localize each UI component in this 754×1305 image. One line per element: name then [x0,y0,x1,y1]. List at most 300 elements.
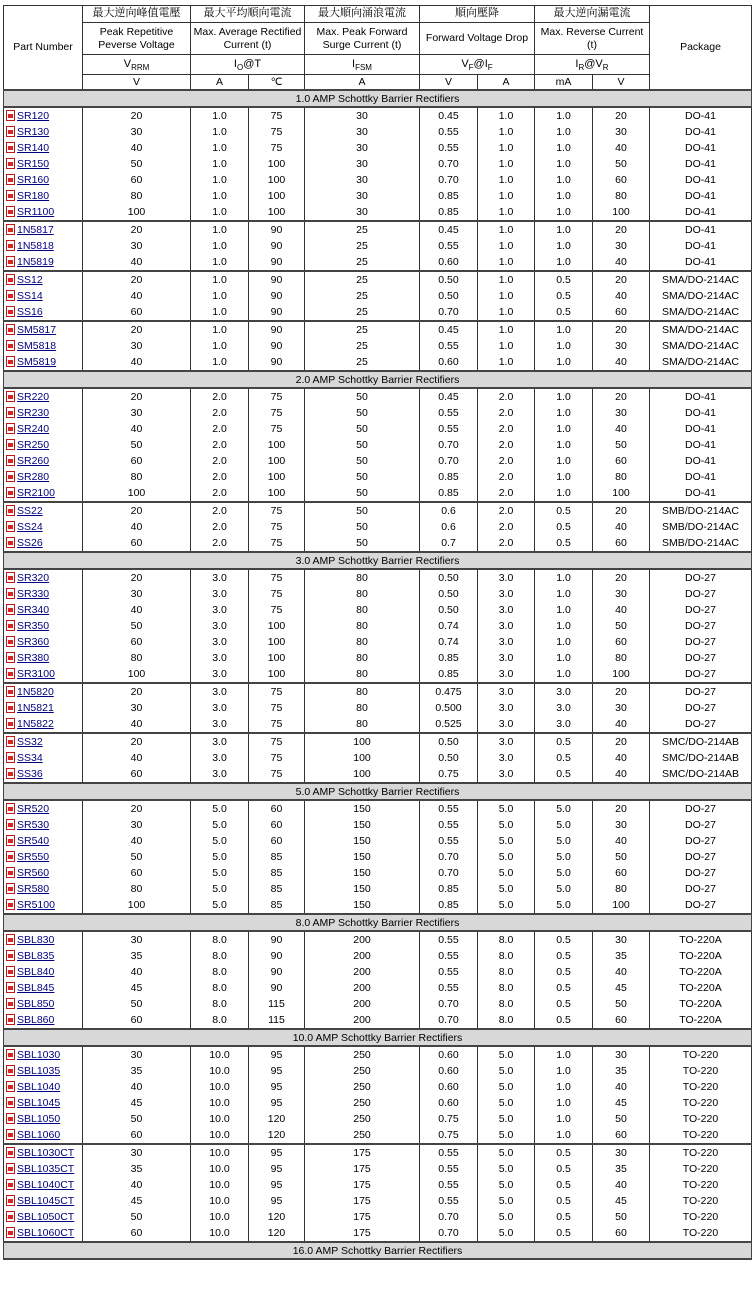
spec-cell: 1.0 [535,1111,593,1127]
spec-cell: 50 [83,849,191,865]
pdf-icon[interactable] [6,174,15,185]
part-datasheet-link[interactable]: SBL840 [17,966,55,978]
spec-cell: 100 [249,188,305,204]
pdf-icon[interactable] [6,668,15,679]
spec-cell: 0.55 [420,980,478,996]
spec-cell: 60 [593,865,650,881]
spec-cell: 1.0 [535,254,593,271]
part-number-cell [4,1046,83,1063]
part-datasheet-link[interactable]: SR160 [17,174,50,186]
spec-cell: 50 [83,996,191,1012]
pdf-icon[interactable] [6,324,15,335]
spec-cell: 1.0 [535,354,593,371]
spec-cell: 75 [249,388,305,405]
part-number-cell [4,716,83,733]
pdf-icon[interactable] [6,1049,15,1060]
part-datasheet-link[interactable]: SS16 [17,306,43,318]
spec-cell: 3.0 [478,750,535,766]
part-number-cell [4,107,83,124]
spec-cell: 30 [593,817,650,833]
part-datasheet-link[interactable]: SR120 [17,110,50,122]
pdf-icon[interactable] [6,521,15,532]
table-row [4,437,752,453]
spec-cell: 1.0 [535,156,593,172]
spec-cell: TO-220A [650,996,752,1012]
pdf-icon[interactable] [6,1211,15,1222]
spec-cell: 0.5 [535,1012,593,1029]
spec-cell: 5.0 [191,881,249,897]
spec-cell: 30 [83,817,191,833]
section-title: 1.0 AMP Schottky Barrier Rectifiers [4,90,752,107]
spec-cell: 3.0 [478,666,535,683]
pdf-icon[interactable] [6,439,15,450]
ir-symbol: $I_R@V_R$ [535,55,650,75]
spec-cell: 90 [249,254,305,271]
part-datasheet-link[interactable]: SM5817 [17,324,57,336]
spec-cell: 100 [249,634,305,650]
spec-cell: 0.50 [420,288,478,304]
part-datasheet-link[interactable]: SR530 [17,819,50,831]
spec-cell: 0.55 [420,931,478,948]
unit-cell: A [478,75,535,91]
pdf-icon[interactable] [6,1113,15,1124]
pdf-icon[interactable] [6,620,15,631]
pdf-icon[interactable] [6,851,15,862]
part-datasheet-link[interactable]: 1N5817 [17,224,54,236]
pdf-icon[interactable] [6,752,15,763]
pdf-icon[interactable] [6,1065,15,1076]
spec-cell: DO-27 [650,618,752,634]
part-datasheet-link[interactable]: SBL1060 [17,1129,61,1141]
spec-cell: 100 [249,469,305,485]
pdf-icon[interactable] [6,736,15,747]
spec-cell: 0.5 [535,271,593,288]
part-datasheet-link[interactable]: SBL1050CT [17,1211,75,1223]
spec-cell: 0.50 [420,733,478,750]
table-row [4,288,752,304]
spec-cell: 30 [83,931,191,948]
spec-cell: DO-41 [650,204,752,221]
spec-cell: 100 [249,172,305,188]
part-datasheet-link[interactable]: SR350 [17,620,50,632]
spec-cell: 1.0 [478,156,535,172]
spec-cell: 80 [83,650,191,666]
spec-cell: SMB/DO-214AC [650,535,752,552]
pdf-icon[interactable] [6,110,15,121]
part-datasheet-link[interactable]: SM5819 [17,356,57,368]
part-datasheet-link[interactable]: 1N5819 [17,256,54,268]
part-number-cell [4,204,83,221]
spec-cell: 100 [83,897,191,914]
spec-cell: 5.0 [478,1079,535,1095]
part-number-cell [4,124,83,140]
spec-cell: 5.0 [478,849,535,865]
spec-cell: 0.85 [420,469,478,485]
spec-cell: 75 [249,766,305,783]
pdf-icon[interactable] [6,505,15,516]
spec-cell: 0.60 [420,254,478,271]
spec-cell: 1.0 [191,107,249,124]
spec-cell: TO-220 [650,1095,752,1111]
spec-cell: 0.5 [535,931,593,948]
pdf-icon[interactable] [6,1179,15,1190]
pdf-icon[interactable] [6,1195,15,1206]
part-number-cell [4,519,83,535]
spec-cell: 0.5 [535,304,593,321]
part-datasheet-link[interactable]: SR230 [17,407,50,419]
pdf-icon[interactable] [6,702,15,713]
spec-cell: 60 [83,172,191,188]
spec-cell: 30 [83,405,191,421]
part-datasheet-link[interactable]: SR1100 [17,206,55,218]
spec-cell: DO-41 [650,107,752,124]
pdf-icon[interactable] [6,899,15,910]
spec-cell: 20 [83,502,191,519]
pdf-icon[interactable] [6,306,15,317]
part-number-cell [4,1012,83,1029]
spec-cell: 5.0 [535,849,593,865]
spec-cell: 80 [305,618,420,634]
pdf-icon[interactable] [6,126,15,137]
pdf-icon[interactable] [6,966,15,977]
part-datasheet-link[interactable]: SR330 [17,588,50,600]
pdf-icon[interactable] [6,867,15,878]
spec-cell: 1.0 [478,124,535,140]
unit-cell: A [191,75,249,91]
spec-cell: TO-220A [650,1012,752,1029]
part-datasheet-link[interactable]: 1N5821 [17,702,54,714]
spec-cell: 80 [305,569,420,586]
pdf-icon[interactable] [6,768,15,779]
spec-cell: 250 [305,1046,420,1063]
pdf-icon[interactable] [6,256,15,267]
spec-cell: 30 [305,156,420,172]
spec-cell: TO-220 [650,1144,752,1161]
spec-cell: 250 [305,1095,420,1111]
part-datasheet-link[interactable]: SR5100 [17,899,55,911]
part-datasheet-link[interactable]: SBL1030CT [17,1147,75,1159]
spec-cell: 5.0 [535,865,593,881]
section-header [4,1029,752,1046]
part-group [4,683,752,733]
spec-cell: 2.0 [478,469,535,485]
spec-cell: 2.0 [191,453,249,469]
pdf-icon[interactable] [6,407,15,418]
part-datasheet-link[interactable]: SBL850 [17,998,55,1010]
spec-cell: 50 [83,156,191,172]
part-datasheet-link[interactable]: SBL845 [17,982,55,994]
spec-cell: 1.0 [535,221,593,238]
spec-cell: 75 [249,700,305,716]
pdf-icon[interactable] [6,803,15,814]
spec-cell: 0.55 [420,338,478,354]
spec-cell: 40 [593,602,650,618]
pdf-icon[interactable] [6,835,15,846]
vrrm-cn-header: 最大逆向峰值電壓 [83,6,191,23]
pdf-icon[interactable] [6,588,15,599]
spec-cell: 3.0 [191,618,249,634]
spec-cell: TO-220A [650,980,752,996]
pdf-icon[interactable] [6,340,15,351]
pdf-icon[interactable] [6,604,15,615]
spec-cell: 50 [593,849,650,865]
spec-cell: 3.0 [191,586,249,602]
pdf-icon[interactable] [6,142,15,153]
spec-cell: 0.45 [420,321,478,338]
spec-cell: 40 [593,964,650,980]
spec-cell: DO-41 [650,437,752,453]
spec-cell: 3.0 [191,750,249,766]
part-group [4,800,752,914]
part-datasheet-link[interactable]: SBL1045CT [17,1195,75,1207]
spec-cell: 60 [249,800,305,817]
spec-cell: 0.5 [535,1177,593,1193]
table-row [4,1063,752,1079]
table-row [4,421,752,437]
spec-cell: 40 [593,421,650,437]
pdf-icon[interactable] [6,1147,15,1158]
spec-cell: 0.85 [420,881,478,897]
spec-cell: 0.5 [535,535,593,552]
table-row [4,1193,752,1209]
spec-cell: 95 [249,1177,305,1193]
part-number-header: Part Number [4,6,83,91]
part-datasheet-link[interactable]: SS26 [17,537,43,549]
part-datasheet-link[interactable]: 1N5818 [17,240,54,252]
part-datasheet-link[interactable]: SR280 [17,471,50,483]
spec-cell: 150 [305,897,420,914]
pdf-icon[interactable] [6,274,15,285]
part-datasheet-link[interactable]: SR580 [17,883,50,895]
pdf-icon[interactable] [6,819,15,830]
rectifier-spec-table [3,5,752,1260]
part-datasheet-link[interactable]: SR380 [17,652,50,664]
part-datasheet-link[interactable]: SR260 [17,455,50,467]
spec-cell: 0.5 [535,766,593,783]
pdf-icon[interactable] [6,487,15,498]
pdf-icon[interactable] [6,423,15,434]
part-datasheet-link[interactable]: SR250 [17,439,50,451]
part-datasheet-link[interactable]: SM5818 [17,340,57,352]
spec-cell: DO-41 [650,238,752,254]
pdf-icon[interactable] [6,190,15,201]
spec-cell: 50 [305,388,420,405]
spec-cell: DO-41 [650,221,752,238]
spec-cell: 20 [83,221,191,238]
spec-cell: SMA/DO-214AC [650,321,752,338]
part-datasheet-link[interactable]: SBL1030 [17,1049,61,1061]
part-datasheet-link[interactable]: SBL1050 [17,1113,61,1125]
part-datasheet-link[interactable]: SBL1035CT [17,1163,75,1175]
spec-cell: 1.0 [478,271,535,288]
part-datasheet-link[interactable]: SR340 [17,604,50,616]
pdf-icon[interactable] [6,950,15,961]
spec-cell: 20 [593,107,650,124]
pdf-icon[interactable] [6,572,15,583]
part-datasheet-link[interactable]: SS24 [17,521,43,533]
spec-cell: DO-27 [650,700,752,716]
pdf-icon[interactable] [6,206,15,217]
spec-cell: 250 [305,1111,420,1127]
pdf-icon[interactable] [6,537,15,548]
table-row [4,1046,752,1063]
pdf-icon[interactable] [6,1163,15,1174]
pdf-icon[interactable] [6,1129,15,1140]
spec-cell: 80 [83,188,191,204]
spec-cell: 1.0 [478,321,535,338]
part-datasheet-link[interactable]: SR2100 [17,487,55,499]
part-datasheet-link[interactable]: SR3100 [17,668,55,680]
part-datasheet-link[interactable]: SBL1035 [17,1065,61,1077]
part-datasheet-link[interactable]: SR360 [17,636,50,648]
spec-cell: DO-41 [650,254,752,271]
spec-cell: 0.5 [535,288,593,304]
spec-cell: 250 [305,1127,420,1144]
spec-cell: 80 [593,188,650,204]
table-row [4,931,752,948]
pdf-icon[interactable] [6,158,15,169]
pdf-icon[interactable] [6,718,15,729]
pdf-icon[interactable] [6,686,15,697]
spec-cell: 80 [305,602,420,618]
part-number-cell [4,1225,83,1242]
spec-cell: 0.55 [420,800,478,817]
part-group [4,271,752,321]
spec-cell: 50 [305,502,420,519]
part-datasheet-link[interactable]: SS14 [17,290,43,302]
spec-cell: 0.50 [420,602,478,618]
pdf-icon[interactable] [6,240,15,251]
spec-cell: 95 [249,1144,305,1161]
part-number-cell [4,304,83,321]
spec-cell: 40 [83,833,191,849]
pdf-icon[interactable] [6,391,15,402]
table-row [4,996,752,1012]
pdf-icon[interactable] [6,1227,15,1238]
spec-cell: 2.0 [191,502,249,519]
part-datasheet-link[interactable]: SBL1040CT [17,1179,75,1191]
part-datasheet-link[interactable]: SBL1060CT [17,1227,75,1239]
part-datasheet-link[interactable]: SR180 [17,190,50,202]
part-datasheet-link[interactable]: SS36 [17,768,43,780]
spec-cell: 120 [249,1111,305,1127]
table-row [4,338,752,354]
table-row [4,140,752,156]
table-row [4,817,752,833]
spec-cell: 0.70 [420,849,478,865]
pdf-icon[interactable] [6,224,15,235]
part-datasheet-link[interactable]: SBL860 [17,1014,55,1026]
part-datasheet-link[interactable]: SR150 [17,158,50,170]
spec-cell: 1.0 [535,618,593,634]
part-datasheet-link[interactable]: SS12 [17,274,43,286]
pdf-icon[interactable] [6,652,15,663]
spec-cell: 35 [593,1161,650,1177]
spec-cell: 8.0 [478,964,535,980]
pdf-icon[interactable] [6,1081,15,1092]
pdf-icon[interactable] [6,982,15,993]
pdf-icon[interactable] [6,636,15,647]
pdf-icon[interactable] [6,883,15,894]
part-datasheet-link[interactable]: SS34 [17,752,43,764]
table-row [4,1079,752,1095]
spec-cell: 20 [83,388,191,405]
part-number-cell [4,733,83,750]
spec-cell: 120 [249,1127,305,1144]
vf-en-header: Forward Voltage Drop [420,23,535,55]
spec-cell: DO-41 [650,453,752,469]
spec-cell: DO-27 [650,833,752,849]
part-datasheet-link[interactable]: SBL1040 [17,1081,61,1093]
part-datasheet-link[interactable]: SR550 [17,851,50,863]
part-datasheet-link[interactable]: SS32 [17,736,43,748]
spec-cell: 1.0 [535,485,593,502]
part-number-cell [4,666,83,683]
part-datasheet-link[interactable]: SR320 [17,572,50,584]
part-datasheet-link[interactable]: 1N5822 [17,718,54,730]
spec-cell: DO-27 [650,849,752,865]
spec-cell: 40 [593,750,650,766]
part-number-cell [4,288,83,304]
spec-cell: 60 [593,1127,650,1144]
part-datasheet-link[interactable]: SR130 [17,126,50,138]
part-datasheet-link[interactable]: SBL835 [17,950,55,962]
spec-cell: 60 [593,1225,650,1242]
spec-cell: 60 [83,634,191,650]
part-datasheet-link[interactable]: SR520 [17,803,50,815]
pdf-icon[interactable] [6,455,15,466]
part-datasheet-link[interactable]: SR240 [17,423,50,435]
part-datasheet-link[interactable]: SS22 [17,505,43,517]
pdf-icon[interactable] [6,290,15,301]
part-datasheet-link[interactable]: SR540 [17,835,50,847]
spec-cell: 1.0 [191,321,249,338]
spec-cell: 50 [305,453,420,469]
spec-cell: 2.0 [478,437,535,453]
spec-cell: 150 [305,849,420,865]
section-header [4,552,752,569]
spec-cell: 40 [83,140,191,156]
pdf-icon[interactable] [6,471,15,482]
spec-cell: 150 [305,817,420,833]
spec-cell: DO-27 [650,683,752,700]
table-row [4,716,752,733]
pdf-icon[interactable] [6,998,15,1009]
part-datasheet-link[interactable]: SBL1045 [17,1097,61,1109]
spec-cell: 1.0 [535,188,593,204]
vrrm-en-header: Peak Repetitive Peverse Voltage [83,23,191,55]
spec-cell: DO-41 [650,421,752,437]
part-datasheet-link[interactable]: SR140 [17,142,50,154]
pdf-icon[interactable] [6,1014,15,1025]
pdf-icon[interactable] [6,356,15,367]
part-datasheet-link[interactable]: SBL830 [17,934,55,946]
table-row [4,405,752,421]
spec-cell: 2.0 [191,405,249,421]
pdf-icon[interactable] [6,934,15,945]
spec-cell: 0.5 [535,1225,593,1242]
part-datasheet-link[interactable]: SR560 [17,867,50,879]
spec-cell: 3.0 [191,650,249,666]
part-datasheet-link[interactable]: SR220 [17,391,50,403]
spec-cell: 3.0 [191,602,249,618]
pdf-icon[interactable] [6,1097,15,1108]
spec-cell: 25 [305,321,420,338]
spec-cell: 75 [249,733,305,750]
spec-cell: 10.0 [191,1046,249,1063]
part-number-cell [4,1095,83,1111]
part-datasheet-link[interactable]: 1N5820 [17,686,54,698]
